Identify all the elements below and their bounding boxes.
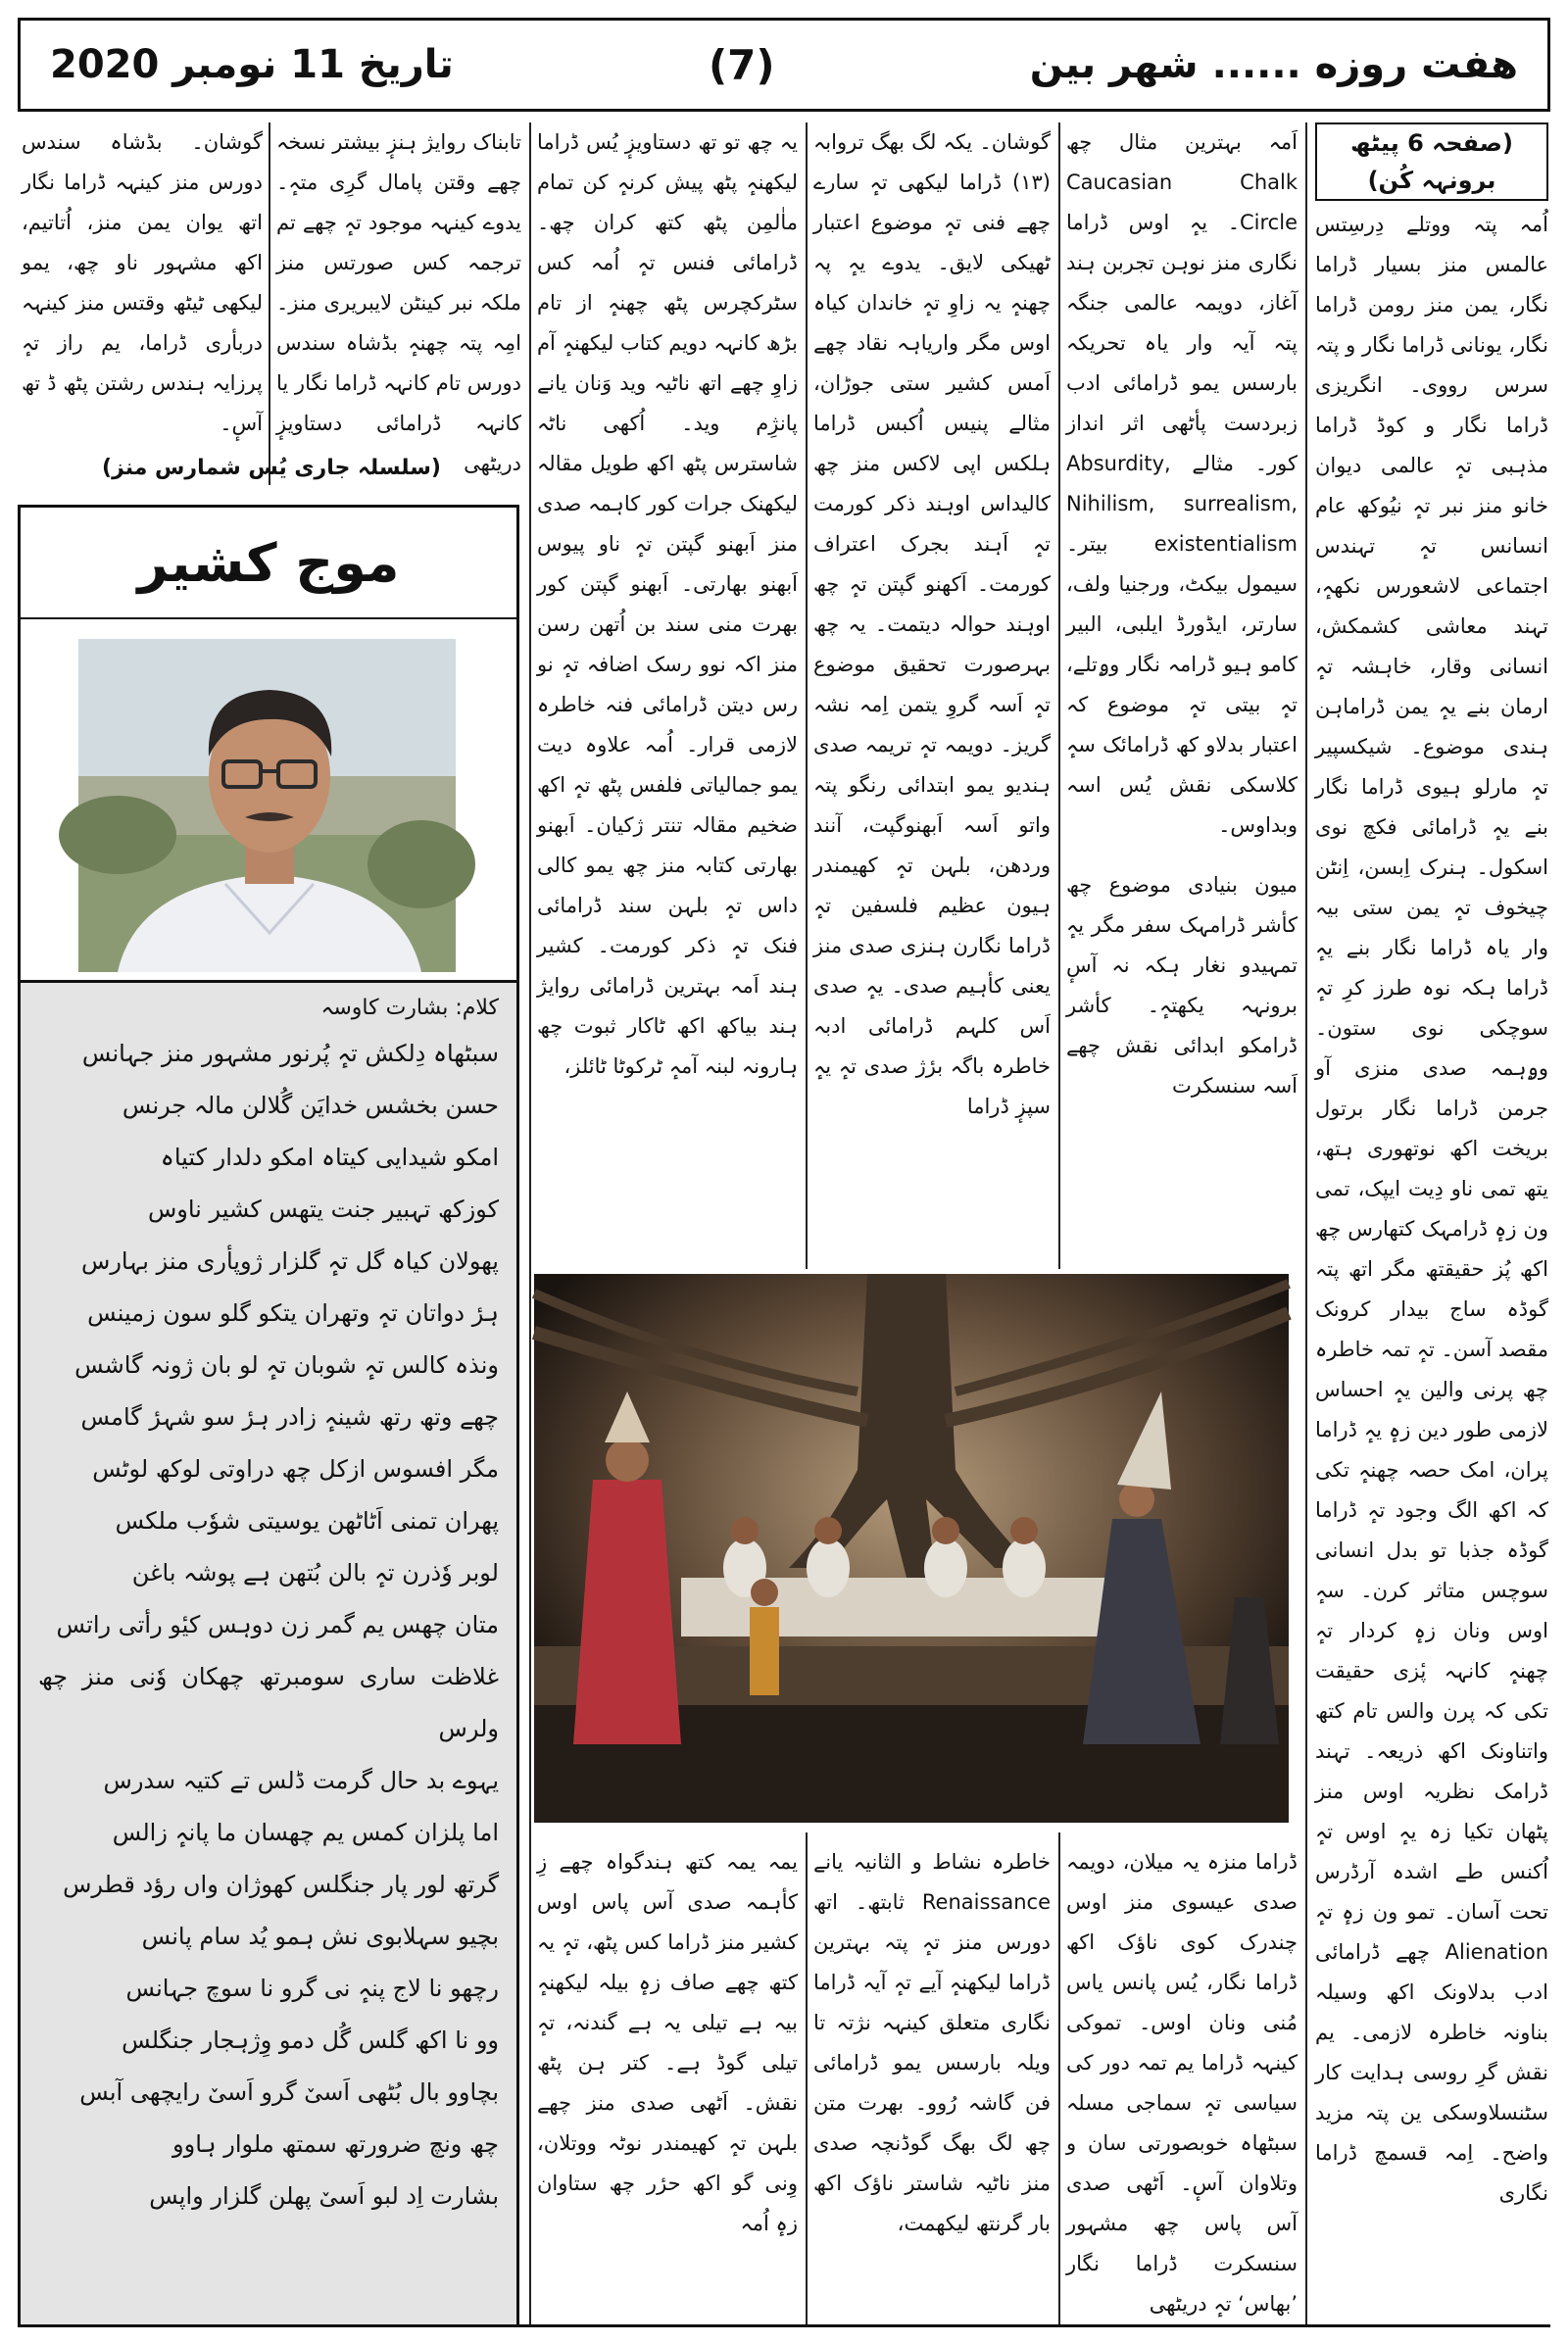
poet-label: کلام: بشارت کاوسہ [320,996,499,1020]
poem-line: امکو شیدایی کیتاہ امکو دلدار کتیاہ [160,1144,499,1171]
poem-line: کوزکھ تہبیر جنت یتھس کشیر ناوس [147,1196,499,1223]
article-column-2 [1066,122,1298,1098]
poet-photo [78,639,456,972]
poem-line: بشارت اِد لبو اَسیٚ پھلن گلزار واپس [149,2182,499,2210]
page-number: (7) [708,40,775,89]
article-text: خاطرہ نشاط و الثانیہ یانے Renaissance ثابتھ۔ اتھ دورس منز تہٕ پتہ بہترین ڈراما لیکھنہٕ آیے تہٕ آیہ ڈراما نگاری متعلق کینہہ نژتہ تا ویلہ بارسس یمو ڈرامائی فن گاشہ رُوو۔ بھرت متن چھ لگ بھگ گوڈنچہ صدی منز ناٹیہ شاستر ناؤک اکھ بار گرنتھ لیکھمت، [813,1850,1051,2235]
sidebar-title: موج کشیر [137,532,400,594]
poem-line: مگر افسوس ازکل چھ دراوتی لوکھ لوٹس [92,1455,499,1483]
column-divider [1058,1832,1060,2327]
poem-line: وو نا اکھ گلس گُل دمو وِژہجار جنگلس [122,2027,499,2054]
poem-line: چھ ونچ ضرورتھ سمتھ ملوار ہاوو [172,2130,499,2158]
article-text: گوشان۔ یکہ لگ بھگ تروابہ (۱۳) ڈراما لیکھی تہٕ سارے چھے فنی تہٕ موضوع اعتبار ٹھیکی لایق۔ یدوے یہٕ پہ چھنہٕ یہ زاوِ تہٕ خاندان کیاہ اوس مگر واریاہہ نقاد چھے اَمس کشیر ستی جوڑان، مثالے پنیس اُکبس ڈراما ہلکس اپی لاکس منز چھ کالیداس اوہند ذکر کورمت تہٕ اَہند بجرک اعتراف کورمت۔ اَکھنو گپتن تہٕ چھ اوہند حوالہ دیتمت۔ یہ چھ بہرصورت تحقیق موضوع تہٕ اَسہ گروِ یتمن اِمہ نشہ گریز۔ دویمہ تہٕ تریمہ صدی ہندیو یمو ابتدائی رنگو پتہ واتو اَسہ اَبھنوگپت، آنند وردھن، بلہن تہٕ کھیمندر ہیون عظیم فلسفین تہٕ ڈراما نگارن ہنزی صدی منز یعنی کأہیم صدی۔ یہٕ صدی اَس کلہم ڈرامائی ادبہ خاطرہ باگہ برٔژ صدی تہٕ یہٕ سپزٕ ڈراما [813,130,1051,1118]
poem-line: بچاوو بال بُٹھی اَسیٚ گرو اَسیٚ رایچھی آبس [79,2078,499,2106]
poem-line: بچیو سہلابوی نش ہمو یُد سام پانس [141,1923,499,1950]
poem-line: ہرٔ دواتان تہٕ وتھران یتکو گلو سون زمینس [87,1299,499,1327]
poem-line: گرتھ لور پار جنگلس کھوژان واں رؤد قطرس [63,1871,499,1898]
bottom-rule [18,2324,1550,2327]
poem-box [18,980,519,2327]
article-text: گوشان۔ بڈشاہ سندس دورس منز کینہہ ڈراما نگار اتھ یوان یمن منز، اُتاتیم، اکھ مشہور ناو چھ، یمو لیکھی ٹیٹھ وقتس منز کینہہ دربأری ڈراما، یم راز تہٕ پرزایہ ہندس رشتن پٹھ ڈ تھ آسٕ۔ [22,130,263,435]
paper-title: هفت روزه ...... شهر بین [1029,42,1518,87]
divider [20,617,517,619]
article-column-4 [537,122,798,1259]
column-divider [1058,122,1060,1269]
article-text: یمہ یمہ کتھ ہندگواہ چھے زِ کأہمہ صدی آس پاس اوس کشیر منز ڈراما کس پٹھ، تہٕ یہ کتھ چھے صاف زہٕ بیلہ لیکھنہٕ بیہ ہے تیلی یہ ہے گندنہ، تہٕ تیلی گوڈ ہے۔ کتر ہن پٹھ نقش۔ اَٹھی صدی منز چھے بلہن تہٕ کھیمندر نوٹہ ووتلان، وِنی گو اکھ حرٔر چھ ستاوان زہٕ اُمہ [537,1850,798,2235]
article-text: تابناک روایژ ہنزٕ بیشتر نسخہ چھے وقتن پامال گرِی متہٕ۔ یدوے کینہہ موجود تہٕ چھے تم ترجمہ کس صورتس منز ملکہ نبر کینٹن لایبریری منز۔ امِہ پتہ چھنہٕ بڈشاہ سندس دورس تام کانہہ ڈراما نگار یا کانہہ ڈرامائی دستاویزٕ دریٹھی [276,130,521,475]
article-text: اَمہ بہترین مثال چھ Caucasian Chalk Circle۔ یہٕ اوس ڈراما نگاری منز نوہن تجربن ہند آغاز، دویمہ عالمی جنگہ پتہ آیہ وار یاہ تحریکہ بارسس یمو ڈرامائی ادب زبردست پأٹھی اثر انداز کور۔ مثالے Absurdity, Nihilism, surrealism, existentialism بیتر۔ سیمول بیکٹ، ورجنیا ولف، سارتر، ایڈورڈ ایلبی، البیر کامو ہیو ڈرامہ نگار وۄتلے، تہٕ بیتی تہٕ موضوع کہ اعتبار بدلاو کھ ڈرامائک سہٕ کلاسکی نقش یُس اسہ وبداوس۔ [1066,130,1298,837]
continued-from: (صفحہ 6 پیٹھ برونہہ کُن) [1315,122,1548,201]
article-column-3-bottom [813,1842,1051,2327]
to-be-continued: (سلسلہ جاری یُس شمارس منز) [102,456,441,480]
article-column-4-bottom [537,1842,798,2327]
masthead [18,18,1550,112]
poem-line: ونذہ کالس تہٕ شوبان تہٕ لو بان ژونہ گاشس [74,1351,499,1379]
article-text: میون بنیادی موضوع چھ کأشر ڈرامہک سفر مگر یہٕ تمہیدو نغار ہکہ نہ آسٕ برونہہ یکھتہٕ۔ کأشر ڈرامکو ابدائی نقش چھے اَسہ سنسکرت [1066,873,1298,1098]
article-text: یہ چھ تو تھ دستاویزٕ یُس ڈراما لیکھنہٕ پٹھ پیش کرنہٕ کن تمام ماٰلمِن پٹھ کتھ کران چھ۔ ڈرامائی فنس تہٕ اُمہ کس سٹرکچرس پٹھ چھنہٕ از تام بڑھ کانہہ دویم کتاب لیکھنہٕ آم زاوِ چھے اتھ ناٹیہ وید وَنان یانے پانژِم وید۔ اُکھی ناٹہ شاسترس پٹھ اکھ طویل مقالہ لیکھنک جرات کور کاہمہ صدی منز اَبھنو گپتن تہٕ ناو پیوس اَبھنو بھارتی۔ اَبھنو گپتن کور بھرت منی سند بن اُتھن رسن منز اکہ نوو رسک اضافہ تہٕ نو رس دیتن ڈرامائی فنہ خاطرہ لازمی قرار۔ اُمہ علاوہ دیت یمو جمالیاتی فلفس پٹھ تہٕ اکھ ضخیم مقالہ تنتر ژکیان۔ اَبھنو بھارتی کتابہ منز چھ یمو کالی داس تہٕ بلہن سند ڈرامائی فنک تہٕ ذکر کورمت۔ کشیر ہند اَمہ بہترین ڈرامائی روایژ ہند بیاکھ اکھ ٹاکار ثبوت چھ ہارونہ لبنہ آمہٕ ٹرکوٹا ٹائلز، [537,130,798,1078]
article-text: اُمہ پتہ ووتلے دِرسِتس عالمس منز بسیار ڈراما نگار، یمن منز رومن ڈراما نگار، یونانی ڈراما نگار و پتہ سرس رووی۔ انگریزی ڈراما نگار و کوڈ ڈراما مذہبی تہٕ عالمی دیوان خانو منز نبر تہٕ نیُوکھ عام انسانس تہٕ تہندس اجتماعی لاشعورس نکھہٕ، تہند معاشی کشمکش، انسانی وقار، خاہشہ تہٕ ارمان بنے یہٕ یمن ڈراماہن ہندی موضوع۔ شیکسپیر تہٕ مارلو ہیوی ڈراما نگار بنے یہٕ ڈرامائی فکچ نوی اسکول۔ ہنرک اِبسن، اِنٹن چیخوف تہٕ یمن ستی بیہ وار یاہ ڈراما نگار بنے یہٕ ڈراما ہکہ نوہ طرز کرِ تہٕ سوچکی نوی ستون۔ وۄہمہ صدی منزی آو جرمن ڈراما نگار برتول بریخت اکھ نوتھوری ہتھ، یتھ تمی ناو دِیت ایپک، تمی ون زہٕ ڈرامہک کتھارس چھ اکھ پُز حقیقتھ مگر اتھ پتہ گوڈہ ساج بیدار کرونک مقصد آسن۔ تہٕ تمہ خاطرہ چھ پرنی والین یہٕ احساس لازمی طور دین زہٕ یہٕ ڈراما پران، امک حصہ چھنہٕ تکی کہ اکھ الگ وجود تہٕ ڈراما گوڈہ جذبا تو بدل انسانی سوچس متاثر کرن۔ سہٕ اوس ونان زہٕ کردار تہٕ چھنہٕ کانہہ پٔزی حقیقت تکی کہ پرن والس تام کتھ واتناونک اکھ ذریعہ۔ تہند ڈرامک نظریہ اوس منز پٹھان تکیا زہ یہٕ اوس تہٕ اُکنس طے اشدہ آرڈرس تحت آسان۔ تمو ون زہٕ تہٕ Alienation چھے ڈرامائی ادب بدلاونک اکھ وسیلہ بناونہ خاطرہ لازمی۔ یم نقش گرِ روسی ہدایت کار سٹنسلاوسکی ین پتہ مزید واضح۔ اِمہ قسمچ ڈراما نگاری [1314,213,1548,2205]
poem-line: لوبر وٗذرن تہٕ بالن بُتھن ہے پوشہ باغن [131,1559,499,1587]
poem-line: چھے وتھ رتھ شینہٕ زادر ہرٔ سو شہرٔ گامس [80,1403,499,1431]
poem-line: متان چھس یم گمر زن دوہس کیٔو رأتی راتس [56,1611,499,1638]
column-divider [806,1832,808,2327]
column-divider [269,122,270,485]
article-text: ڈراما منزہ یہ میلان، دویمہ صدی عیسوی منز اوس چندرک کوی ناؤک اکھ ڈراما نگار، یُس پانس یاس مُنی ونان اوس۔ تموکی کینہہ ڈراما یم تمہ دور کی سیاسی تہٕ سماجی مسلہ سبٹھاہ خوبصورتی سان و وتلاوان آسٕ۔ اَٹھی صدی آس پاس چھ مشہور سنسکرت ڈراما نگار ’بھاس‘ تہٕ دریٹھی [1066,1850,1298,2316]
poet-portrait-illustration [78,639,456,972]
column-divider [806,122,808,1269]
poem [21,1028,516,2222]
poem-line: پھولان کیاہ گل تہٕ گلزار ژوپأری منز بہارس [81,1247,499,1275]
poem-line: سبٹھاہ دِلکش تہٕ پُرنور مشہور منز جہانس [81,1040,499,1067]
article-column-1 [1315,122,1548,2327]
stage-performance-photo [534,1274,1289,1823]
column-divider [529,122,531,2327]
poem-line: رچھو نا لاج پنہٕ نی گرو نا سوچ جہانس [125,1975,499,2002]
article-column-2-bottom [1066,1842,1298,2327]
poem-line: حسن بخشس خدایَن گُلالن مالہ جرنس [122,1092,499,1119]
column-divider [1305,122,1307,2327]
poem-line: پھران تمنی اَٹاٹھن یوسیتی شوٗب ملکس [115,1507,499,1535]
article-column-5 [276,122,521,505]
article-column-6 [22,122,263,505]
theatre-scene-illustration [534,1274,1289,1823]
poem-line: غلاظت ساری سومبرتھ چھکان وٗنی منز چھ ولرس [38,1663,499,1742]
poem-line: یہوے بد حال گرمت ڈلس تے کتیہ سدرس [103,1767,499,1794]
article-column-3 [813,122,1051,1259]
issue-date: تاریخ 11 نومبر 2020 [50,42,454,87]
poem-line: اما پلزان کمس یم چھسان ما پانہٕ زالس [112,1819,499,1846]
